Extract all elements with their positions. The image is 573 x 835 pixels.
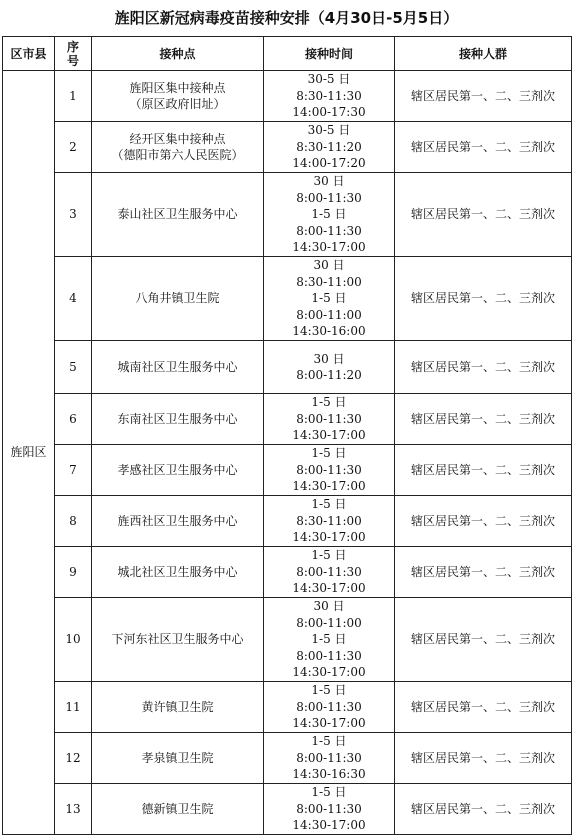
time-cell: 30 日 8:00-11:20 [264,341,395,394]
time-cell: 30-5 日 8:30-11:30 14:00-17:30 [264,71,395,122]
seq-cell: 1 [55,71,92,122]
group-cell: 辖区居民第一、二、三剂次 [395,173,572,257]
group-cell: 辖区居民第一、二、三剂次 [395,257,572,341]
site-cell: 城南社区卫生服务中心 [92,341,264,394]
group-cell: 辖区居民第一、二、三剂次 [395,598,572,682]
table-row [3,445,572,496]
group-cell: 辖区居民第一、二、三剂次 [395,682,572,733]
time-cell: 1-5 日 8:00-11:30 14:30-17:00 [264,682,395,733]
site-cell: 泰山社区卫生服务中心 [92,173,264,257]
seq-cell: 6 [55,394,92,445]
group-cell: 辖区居民第一、二、三剂次 [395,122,572,173]
time-cell: 1-5 日 8:00-11:30 14:30-17:00 [264,394,395,445]
seq-cell: 7 [55,445,92,496]
time-cell: 30-5 日 8:30-11:20 14:00-17:20 [264,122,395,173]
table-row [3,733,572,784]
group-cell: 辖区居民第一、二、三剂次 [395,394,572,445]
time-cell: 30 日 8:00-11:00 1-5 日 8:00-11:30 14:30-17:00 [264,598,395,682]
seq-cell: 2 [55,122,92,173]
time-cell: 1-5 日 8:00-11:30 14:30-17:00 [264,547,395,598]
table-row [3,682,572,733]
site-cell: 孝感社区卫生服务中心 [92,445,264,496]
table-row [3,547,572,598]
site-cell: 德新镇卫生院 [92,784,264,835]
time-cell: 30 日 8:30-11:00 1-5 日 8:00-11:00 14:30-16:00 [264,257,395,341]
table-row [3,394,572,445]
seq-cell: 8 [55,496,92,547]
seq-cell: 5 [55,341,92,394]
seq-cell: 9 [55,547,92,598]
group-cell: 辖区居民第一、二、三剂次 [395,445,572,496]
district-cell: 旌阳区 [3,71,55,835]
header-row [3,37,572,71]
time-cell: 1-5 日 8:30-11:00 14:30-17:00 [264,496,395,547]
header-group: 接种人群 [395,37,572,71]
site-cell: 旌西社区卫生服务中心 [92,496,264,547]
header-site: 接种点 [92,37,264,71]
seq-cell: 11 [55,682,92,733]
seq-cell: 3 [55,173,92,257]
table-row [3,71,572,122]
seq-cell: 4 [55,257,92,341]
table-row [3,257,572,341]
group-cell: 辖区居民第一、二、三剂次 [395,784,572,835]
site-cell: 旌阳区集中接种点 （原区政府旧址） [92,71,264,122]
site-cell: 经开区集中接种点 （德阳市第六人民医院） [92,122,264,173]
seq-cell: 13 [55,784,92,835]
seq-cell: 10 [55,598,92,682]
table-row [3,122,572,173]
time-cell: 1-5 日 8:00-11:30 14:30-17:00 [264,784,395,835]
group-cell: 辖区居民第一、二、三剂次 [395,71,572,122]
site-cell: 八角井镇卫生院 [92,257,264,341]
site-cell: 黄许镇卫生院 [92,682,264,733]
header-time: 接种时间 [264,37,395,71]
table-row [3,598,572,682]
table-row [3,784,572,835]
site-cell: 下河东社区卫生服务中心 [92,598,264,682]
group-cell: 辖区居民第一、二、三剂次 [395,341,572,394]
site-cell: 城北社区卫生服务中心 [92,547,264,598]
schedule-table [2,36,572,835]
header-seq: 序 号 [55,37,92,71]
table-row [3,496,572,547]
group-cell: 辖区居民第一、二、三剂次 [395,547,572,598]
table-row [3,173,572,257]
header-district: 区市县 [3,37,55,71]
time-cell: 30 日 8:00-11:30 1-5 日 8:00-11:30 14:30-17:00 [264,173,395,257]
group-cell: 辖区居民第一、二、三剂次 [395,733,572,784]
site-cell: 孝泉镇卫生院 [92,733,264,784]
time-cell: 1-5 日 8:00-11:30 14:30-16:30 [264,733,395,784]
table-row [3,341,572,394]
site-cell: 东南社区卫生服务中心 [92,394,264,445]
seq-cell: 12 [55,733,92,784]
page-title: 旌阳区新冠病毒疫苗接种安排（4月30日-5月5日） [114,9,459,27]
group-cell: 辖区居民第一、二、三剂次 [395,496,572,547]
time-cell: 1-5 日 8:00-11:30 14:30-17:00 [264,445,395,496]
